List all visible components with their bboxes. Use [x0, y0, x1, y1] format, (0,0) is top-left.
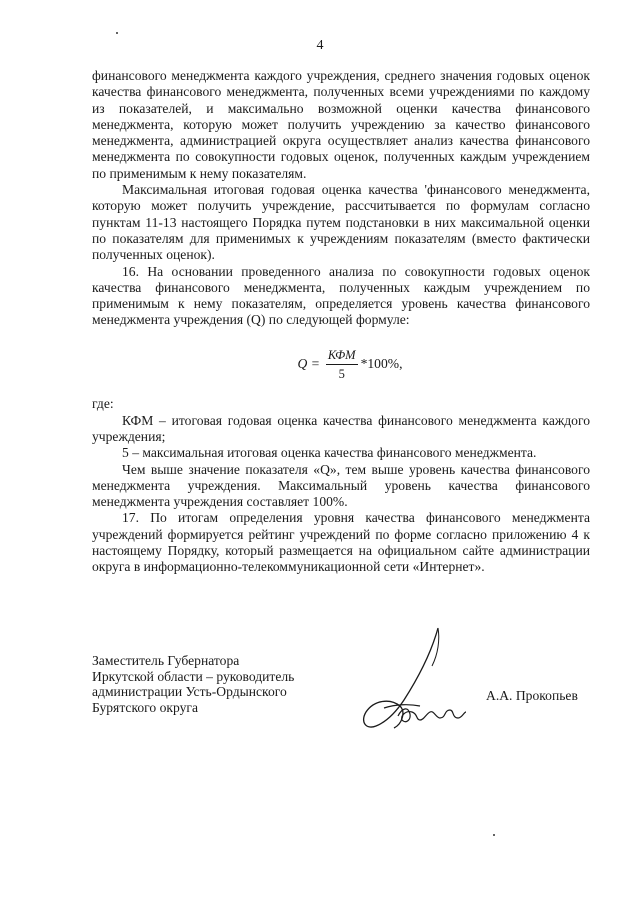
- paragraph-item-17: 17. По итогам определения уровня качества финансового менеджмента учреждений формируется рейтинг учреждений по форме согласно приложению 4 к настоящему Порядку, который размещается на официальном сайте администрации округа в информационно-телекоммуникационной сети «Интернет».: [92, 510, 590, 575]
- formula-lhs: Q =: [297, 356, 320, 372]
- paragraph-analysis-continuation: финансового менеджмента каждого учреждения, среднего значения годовых оценок качества финансового менеджмента, полученных всеми учреждениями по каждому из показателей, и максимально возможной оценки качества финансового менеджмента, которую может получить учреждению за качество финансового менеджмента, администрацией округа осуществляет анализ качества финансового менеджмента по совокупности годовых оценок, полученных каждым учреждением по применимым к нему показателям.: [92, 68, 590, 181]
- quality-formula: [110, 347, 590, 383]
- scan-speck: [116, 32, 118, 34]
- signatory-position-line: Иркутской области – руководитель: [92, 668, 295, 684]
- paragraph-item-16: 16. На основании проведенного анализа по совокупности годовых оценок качества финансового менеджмента, полученных каждым учреждением по применимым к нему показателям, определяется уровень качества финансового менеджмента учреждения (Q) по следующей формуле:: [92, 263, 590, 328]
- signatory-position: [92, 653, 294, 715]
- paragraph-kfm-definition: КФМ – итоговая годовая оценка качества финансового менеджмента каждого учреждения;: [92, 412, 590, 444]
- signatory-position-line: Заместитель Губернатора: [92, 653, 240, 668]
- paragraph-where: где:: [92, 396, 114, 412]
- formula-fraction: [326, 347, 358, 383]
- paragraph-five-definition: 5 – максимальная итоговая оценка качества финансового менеджмента.: [122, 445, 537, 461]
- formula-numerator: КФМ: [326, 347, 358, 365]
- page-number: 4: [316, 38, 324, 53]
- handwritten-signature: [340, 620, 490, 740]
- document-body: [92, 68, 590, 576]
- paragraph-q-interpretation: Чем выше значение показателя «Q», тем выше уровень качества финансового менеджмента учреждения. Максимальный уровень качества финансового менеджмента учреждения составляет 100%.: [92, 461, 590, 510]
- formula-denominator: 5: [338, 367, 345, 382]
- scan-speck: [493, 834, 495, 836]
- formula-multiplier: *100%,: [360, 356, 403, 372]
- signatory-name: А.А. Прокопьев: [486, 688, 578, 703]
- signatory-position-line: Бурятского округа: [92, 699, 199, 715]
- paragraph-max-score: Максимальная итоговая годовая оценка качества 'финансового менеджмента, которую может получить учреждение, рассчитывается по формулам согласно пунктам 11-13 настоящего Порядка путем подстановки в них максимальной оценки по показателям для применимых к учреждениям показателям (вместо фактически полученных оценок).: [92, 182, 590, 263]
- signatory-position-line: администрации Усть-Ордынского: [92, 684, 287, 699]
